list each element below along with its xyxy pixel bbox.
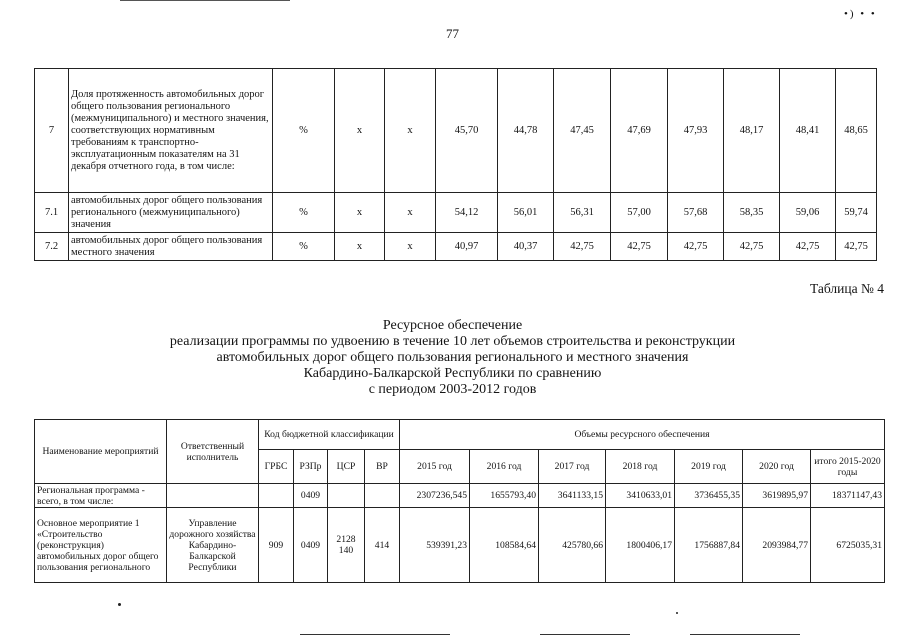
unit-cell: % <box>273 69 335 193</box>
value-cell: 47,45 <box>554 69 611 193</box>
code-cell <box>328 484 365 508</box>
header-row <box>35 420 885 450</box>
top-edge-rule <box>120 0 290 1</box>
program-name: Региональная программа - всего, в том числе: <box>35 484 167 508</box>
row-number: 7.2 <box>35 233 69 261</box>
header-code: ВР <box>365 450 400 484</box>
code-cell: 2128 140 <box>328 508 365 583</box>
table-row <box>35 508 885 583</box>
value-cell: 42,75 <box>724 233 780 261</box>
code-cell: 414 <box>365 508 400 583</box>
header-volumes: Объемы ресурсного обеспечения <box>400 420 885 450</box>
value-cell: 40,37 <box>498 233 554 261</box>
value-cell: 425780,66 <box>539 508 606 583</box>
value-cell: 47,93 <box>668 69 724 193</box>
value-cell: 1800406,17 <box>606 508 675 583</box>
activity-name: Основное мероприятие 1 «Строительство (реконструкция) автомобильных дорог общего пользования регионального <box>35 508 167 583</box>
x-cell: x <box>335 193 385 233</box>
header-year: 2016 год <box>470 450 539 484</box>
unit-cell: % <box>273 193 335 233</box>
title-line: Кабардино-Балкарской Республики по сравнению <box>303 366 602 381</box>
header-total: итого 2015-2020 годы <box>811 450 885 484</box>
value-cell: 539391,23 <box>400 508 470 583</box>
header-code: ЦСР <box>328 450 365 484</box>
table-row <box>35 484 885 508</box>
value-cell: 48,17 <box>724 69 780 193</box>
code-cell <box>259 484 294 508</box>
value-cell: 47,69 <box>611 69 668 193</box>
value-cell: 3736455,35 <box>675 484 743 508</box>
bottom-edge-rule <box>300 634 450 635</box>
value-cell: 2307236,545 <box>400 484 470 508</box>
indicator-name: Доля протяженность автомобильных дорог общего пользования регионального (межмуниципального) и местного значения, соответствующих нормативным требованиям к транспортно-эксплуатационным показателям на 31 декабря отчетного года, в том числе: <box>69 69 273 193</box>
value-cell: 59,06 <box>780 193 836 233</box>
header-executor: Ответственный исполнитель <box>167 420 259 484</box>
page-number: 77 <box>446 26 459 41</box>
unit-cell: % <box>273 233 335 261</box>
value-cell: 1655793,40 <box>470 484 539 508</box>
value-cell: 48,41 <box>780 69 836 193</box>
value-cell: 42,75 <box>836 233 877 261</box>
header-code: РЗПр <box>294 450 328 484</box>
code-cell: 909 <box>259 508 294 583</box>
row-number: 7.1 <box>35 193 69 233</box>
value-cell: 48,65 <box>836 69 877 193</box>
indicator-name: автомобильных дорог общего пользования регионального (межмуниципального) значения <box>69 193 273 233</box>
indicator-name: автомобильных дорог общего пользования местного значения <box>69 233 273 261</box>
value-cell: 42,75 <box>611 233 668 261</box>
title-line: с периодом 2003-2012 годов <box>368 382 537 397</box>
value-cell: 59,74 <box>836 193 877 233</box>
table-row <box>35 233 877 261</box>
value-cell: 45,70 <box>436 69 498 193</box>
value-cell: 6725035,31 <box>811 508 885 583</box>
header-budget-code: Код бюджетной классификации <box>259 420 400 450</box>
value-cell: 3641133,15 <box>539 484 606 508</box>
scan-speck <box>118 603 121 606</box>
value-cell: 108584,64 <box>470 508 539 583</box>
value-cell: 2093984,77 <box>743 508 811 583</box>
table-caption: Таблица № 4 <box>810 281 884 296</box>
value-cell: 3619895,97 <box>743 484 811 508</box>
corner-marks: •) • • <box>844 8 877 20</box>
resource-table <box>34 419 885 583</box>
value-cell: 54,12 <box>436 193 498 233</box>
x-cell: x <box>385 233 436 261</box>
value-cell: 56,31 <box>554 193 611 233</box>
code-cell: 0409 <box>294 508 328 583</box>
value-cell: 40,97 <box>436 233 498 261</box>
value-cell: 18371147,43 <box>811 484 885 508</box>
bottom-edge-rule <box>690 634 800 635</box>
value-cell: 56,01 <box>498 193 554 233</box>
value-cell: 42,75 <box>554 233 611 261</box>
value-cell: 57,68 <box>668 193 724 233</box>
x-cell: x <box>335 233 385 261</box>
row-number: 7 <box>35 69 69 193</box>
title-line: автомобильных дорог общего пользования регионального и местного значения <box>216 350 689 365</box>
value-cell: 1756887,84 <box>675 508 743 583</box>
value-cell: 3410633,01 <box>606 484 675 508</box>
value-cell: 58,35 <box>724 193 780 233</box>
title-line: Ресурсное обеспечение <box>382 318 523 333</box>
table-row <box>35 193 877 233</box>
value-cell: 42,75 <box>780 233 836 261</box>
header-year: 2015 год <box>400 450 470 484</box>
executor-cell <box>167 484 259 508</box>
header-name: Наименование мероприятий <box>35 420 167 484</box>
value-cell: 42,75 <box>668 233 724 261</box>
x-cell: x <box>385 69 436 193</box>
header-year: 2019 год <box>675 450 743 484</box>
code-cell: 0409 <box>294 484 328 508</box>
value-cell: 57,00 <box>611 193 668 233</box>
indicators-table <box>34 68 877 261</box>
table-row <box>35 69 877 193</box>
executor-cell: Управление дорожного хозяйства Кабардино-Балкарской Республики <box>167 508 259 583</box>
header-year: 2020 год <box>743 450 811 484</box>
title-line: реализации программы по удвоению в течение 10 лет объемов строительства и реконструкции <box>169 334 736 349</box>
bottom-edge-rule <box>540 634 630 635</box>
x-cell: x <box>335 69 385 193</box>
header-year: 2018 год <box>606 450 675 484</box>
section-title <box>0 318 905 398</box>
x-cell: x <box>385 193 436 233</box>
code-cell <box>365 484 400 508</box>
header-year: 2017 год <box>539 450 606 484</box>
scan-speck <box>676 612 678 614</box>
value-cell: 44,78 <box>498 69 554 193</box>
header-code: ГРБС <box>259 450 294 484</box>
